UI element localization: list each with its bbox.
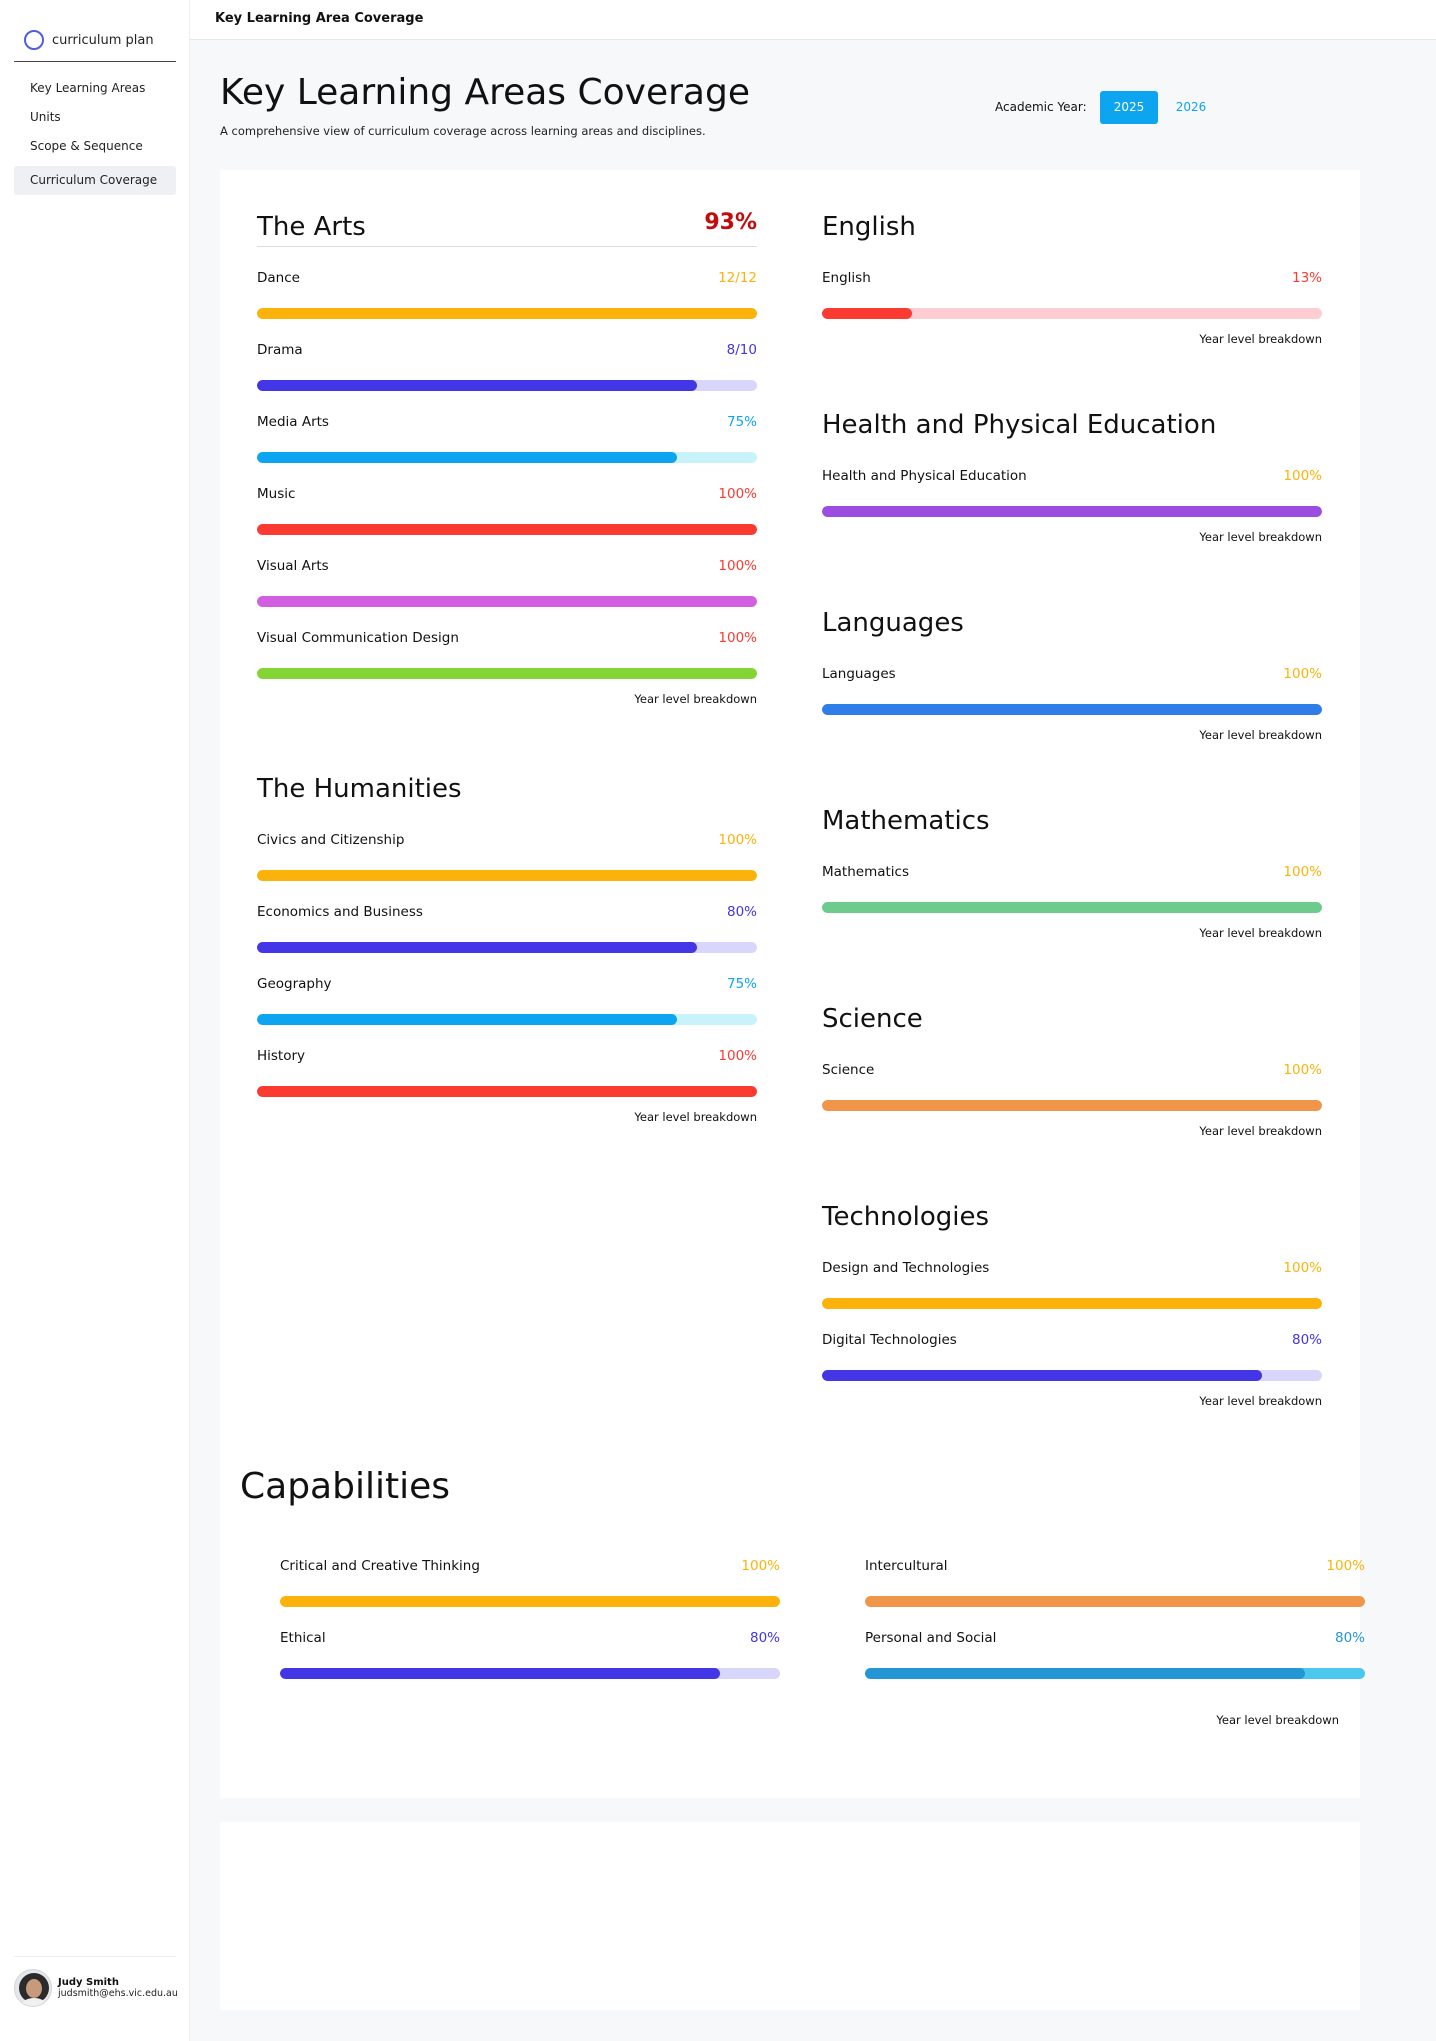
capability-personal-and-social-progress-track — [865, 1668, 1365, 1679]
health-and-physical-education-value: 100% — [1283, 468, 1322, 484]
page-subtitle: A comprehensive view of curriculum coverage across learning areas and disciplines. — [220, 124, 706, 138]
sidebar-item-units[interactable]: Units — [30, 110, 61, 124]
history-progress-fill — [257, 1086, 757, 1097]
avatar[interactable] — [14, 1969, 52, 2007]
the-arts-divider — [257, 246, 757, 247]
capability-personal-and-social-value: 80% — [1334, 1630, 1365, 1646]
music-progress-track — [257, 524, 757, 535]
capability-intercultural-progress-track — [865, 1596, 1365, 1607]
media-arts-value: 75% — [726, 414, 757, 430]
design-and-technologies-value: 100% — [1283, 1260, 1322, 1276]
media-arts-progress-fill — [257, 452, 677, 463]
health-and-physical-education-progress-fill — [822, 506, 1322, 517]
design-and-technologies-label: Design and Technologies — [822, 1260, 990, 1276]
capability-intercultural-value: 100% — [1326, 1558, 1365, 1574]
brand-name: curriculum plan — [52, 32, 154, 48]
logo-circle-icon — [24, 30, 44, 50]
science-progress-fill — [822, 1100, 1322, 1111]
year-2026-button[interactable]: 2026 — [1175, 100, 1207, 114]
academic-year-label: Academic Year: — [995, 100, 1087, 114]
capability-critical-and-creative-thinking-label: Critical and Creative Thinking — [280, 1558, 480, 1574]
user-name: Judy Smith — [58, 1977, 119, 1988]
mathematics-section-title: Mathematics — [822, 806, 990, 836]
economics-and-business-value: 80% — [726, 904, 757, 920]
capability-critical-and-creative-thinking-progress-track — [280, 1596, 780, 1607]
science-year-level-breakdown-link[interactable]: Year level breakdown — [1199, 1124, 1322, 1138]
health-and-physical-education-section-title: Health and Physical Education — [822, 410, 1217, 440]
sidebar-nav — [14, 74, 176, 195]
sidebar-item-curriculum-coverage[interactable]: Curriculum Coverage — [14, 166, 176, 195]
digital-technologies-label: Digital Technologies — [822, 1332, 957, 1348]
topbar-title: Key Learning Area Coverage — [215, 11, 424, 26]
the-arts-year-level-breakdown-link[interactable]: Year level breakdown — [634, 692, 757, 706]
mathematics-progress-fill — [822, 902, 1322, 913]
visual-arts-value: 100% — [718, 558, 757, 574]
media-arts-label: Media Arts — [257, 414, 329, 430]
capability-intercultural-progress-fill — [865, 1596, 1365, 1607]
dance-value: 12/12 — [718, 270, 757, 286]
drama-progress-fill — [257, 380, 697, 391]
languages-label: Languages — [822, 666, 896, 682]
sidebar — [0, 0, 190, 2041]
geography-progress-fill — [257, 1014, 677, 1025]
capability-critical-and-creative-thinking-progress-fill — [280, 1596, 780, 1607]
technologies-section-title: Technologies — [822, 1202, 990, 1232]
sidebar-item-scope-sequence[interactable]: Scope & Sequence — [30, 139, 143, 153]
media-arts-progress-track — [257, 452, 757, 463]
capability-ethical-label: Ethical — [280, 1630, 326, 1646]
economics-and-business-progress-track — [257, 942, 757, 953]
year-2025-button[interactable]: 2025 — [1100, 91, 1158, 124]
mathematics-progress-track — [822, 902, 1322, 913]
music-progress-fill — [257, 524, 757, 535]
english-label: English — [822, 270, 871, 286]
economics-and-business-label: Economics and Business — [257, 904, 423, 920]
health-and-physical-education-label: Health and Physical Education — [822, 468, 1027, 484]
civics-and-citizenship-label: Civics and Citizenship — [257, 832, 405, 848]
music-label: Music — [257, 486, 296, 502]
visual-communication-design-progress-fill — [257, 668, 757, 679]
drama-label: Drama — [257, 342, 303, 358]
science-progress-track — [822, 1100, 1322, 1111]
music-value: 100% — [718, 486, 757, 502]
capability-critical-and-creative-thinking-value: 100% — [741, 1558, 780, 1574]
languages-section-title: Languages — [822, 608, 964, 638]
capability-ethical-progress-track — [280, 1668, 780, 1679]
languages-progress-fill — [822, 704, 1322, 715]
science-section-title: Science — [822, 1004, 923, 1034]
capability-personal-and-social-label: Personal and Social — [865, 1630, 997, 1646]
the-arts-total-percentage: 93% — [704, 210, 757, 235]
the-humanities-section-title: The Humanities — [257, 774, 462, 804]
english-value: 13% — [1291, 270, 1322, 286]
capability-ethical-value: 80% — [749, 1630, 780, 1646]
the-humanities-year-level-breakdown-link[interactable]: Year level breakdown — [634, 1110, 757, 1124]
design-and-technologies-progress-track — [822, 1298, 1322, 1309]
geography-label: Geography — [257, 976, 332, 992]
languages-year-level-breakdown-link[interactable]: Year level breakdown — [1199, 728, 1322, 742]
languages-value: 100% — [1283, 666, 1322, 682]
history-value: 100% — [718, 1048, 757, 1064]
capability-personal-and-social-progress-fill — [865, 1668, 1305, 1679]
top-bar — [190, 0, 1436, 40]
drama-value: 8/10 — [726, 342, 757, 358]
health-and-physical-education-progress-track — [822, 506, 1322, 517]
user-profile[interactable] — [14, 1956, 176, 2007]
visual-arts-progress-track — [257, 596, 757, 607]
english-progress-fill — [822, 308, 912, 319]
dance-progress-track — [257, 308, 757, 319]
science-label: Science — [822, 1062, 875, 1078]
brand-divider — [14, 61, 176, 62]
visual-communication-design-label: Visual Communication Design — [257, 630, 459, 646]
history-progress-track — [257, 1086, 757, 1097]
page-title: Key Learning Areas Coverage — [220, 72, 750, 113]
health-and-physical-education-year-level-breakdown-link[interactable]: Year level breakdown — [1199, 530, 1322, 544]
visual-arts-label: Visual Arts — [257, 558, 329, 574]
mathematics-year-level-breakdown-link[interactable]: Year level breakdown — [1199, 926, 1322, 940]
sidebar-item-key-learning-areas[interactable]: Key Learning Areas — [30, 81, 146, 95]
civics-and-citizenship-progress-track — [257, 870, 757, 881]
design-and-technologies-progress-fill — [822, 1298, 1322, 1309]
english-progress-track — [822, 308, 1322, 319]
visual-communication-design-value: 100% — [718, 630, 757, 646]
history-label: History — [257, 1048, 306, 1064]
technologies-year-level-breakdown-link[interactable]: Year level breakdown — [1199, 1394, 1322, 1408]
brand[interactable] — [24, 30, 154, 50]
secondary-card — [220, 1822, 1360, 2010]
digital-technologies-progress-fill — [822, 1370, 1262, 1381]
economics-and-business-progress-fill — [257, 942, 697, 953]
civics-and-citizenship-progress-fill — [257, 870, 757, 881]
the-arts-section-title: The Arts — [257, 212, 366, 242]
mathematics-value: 100% — [1283, 864, 1322, 880]
civics-and-citizenship-value: 100% — [718, 832, 757, 848]
capabilities-title: Capabilities — [240, 1466, 450, 1507]
geography-value: 75% — [726, 976, 757, 992]
dance-progress-fill — [257, 308, 757, 319]
digital-technologies-value: 80% — [1291, 1332, 1322, 1348]
geography-progress-track — [257, 1014, 757, 1025]
capabilities-year-level-breakdown-link[interactable]: Year level breakdown — [1216, 1713, 1339, 1727]
drama-progress-track — [257, 380, 757, 391]
visual-arts-progress-fill — [257, 596, 757, 607]
capability-ethical-progress-fill — [280, 1668, 720, 1679]
english-section-title: English — [822, 212, 916, 242]
science-value: 100% — [1283, 1062, 1322, 1078]
capability-intercultural-label: Intercultural — [865, 1558, 948, 1574]
visual-communication-design-progress-track — [257, 668, 757, 679]
user-email: judsmith@ehs.vic.edu.au — [58, 1988, 178, 1999]
mathematics-label: Mathematics — [822, 864, 909, 880]
digital-technologies-progress-track — [822, 1370, 1322, 1381]
english-year-level-breakdown-link[interactable]: Year level breakdown — [1199, 332, 1322, 346]
languages-progress-track — [822, 704, 1322, 715]
dance-label: Dance — [257, 270, 300, 286]
